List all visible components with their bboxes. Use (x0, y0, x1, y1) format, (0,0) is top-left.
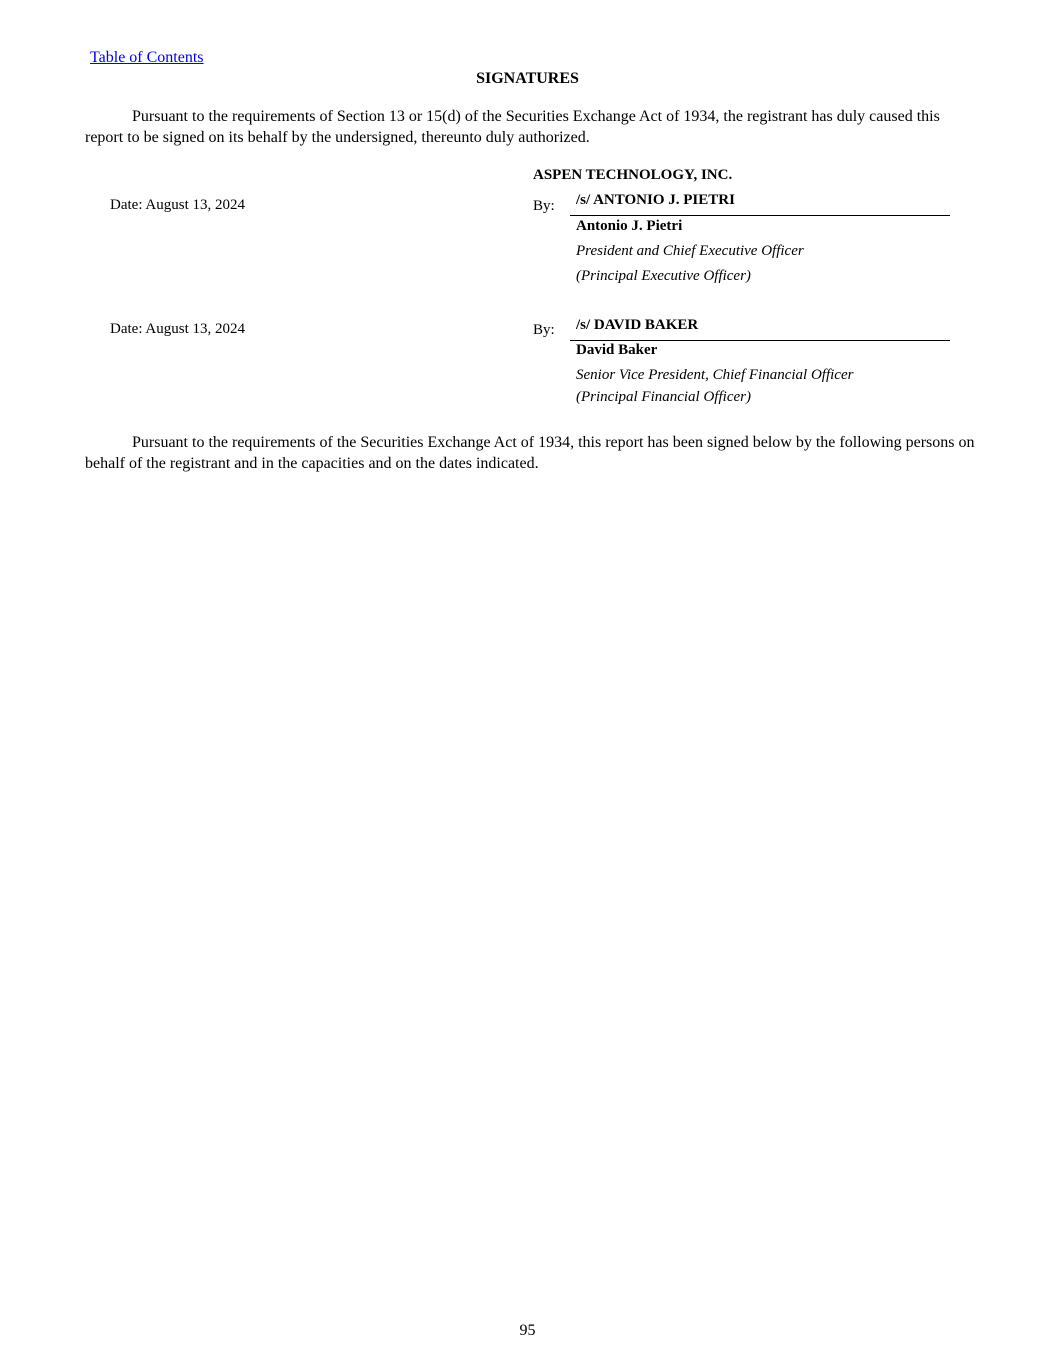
signature-2: /s/ DAVID BAKER (576, 317, 699, 333)
closing-paragraph (85, 432, 985, 474)
signer-title-1: President and Chief Executive Officer (576, 243, 804, 259)
table-of-contents-link[interactable]: Table of Contents (90, 49, 204, 66)
by-label-1: By: (533, 198, 555, 214)
signer-title-2: Senior Vice President, Chief Financial Officer (576, 367, 854, 383)
signer-role-2: (Principal Financial Officer) (576, 389, 751, 405)
signer-name-2: David Baker (576, 342, 658, 358)
intro-paragraph (85, 106, 975, 148)
signature-1: /s/ ANTONIO J. PIETRI (576, 192, 735, 208)
by-label-2: By: (533, 322, 555, 338)
signature-line-2 (570, 340, 950, 341)
signer-name-1: Antonio J. Pietri (576, 218, 683, 234)
page-number: 95 (519, 1322, 536, 1339)
signature-line-1 (570, 215, 950, 216)
signature-date-2: Date: August 13, 2024 (110, 321, 245, 337)
company-name: ASPEN TECHNOLOGY, INC. (533, 167, 733, 183)
closing-paragraph-text: Pursuant to the requirements of the Securities Exchange Act of 1934, this report has been signed below by the following persons on behalf of the registrant and in the capacities and on the dates indicated. (85, 434, 975, 472)
page-title: SIGNATURES (476, 70, 579, 87)
signer-role-1: (Principal Executive Officer) (576, 268, 751, 284)
signature-date-1: Date: August 13, 2024 (110, 197, 245, 213)
intro-paragraph-text: Pursuant to the requirements of Section 13 or 15(d) of the Securities Exchange Act of 1934, the registrant has duly caused this report to be signed on its behalf by the undersigned, thereunto duly authorized. (85, 108, 940, 146)
